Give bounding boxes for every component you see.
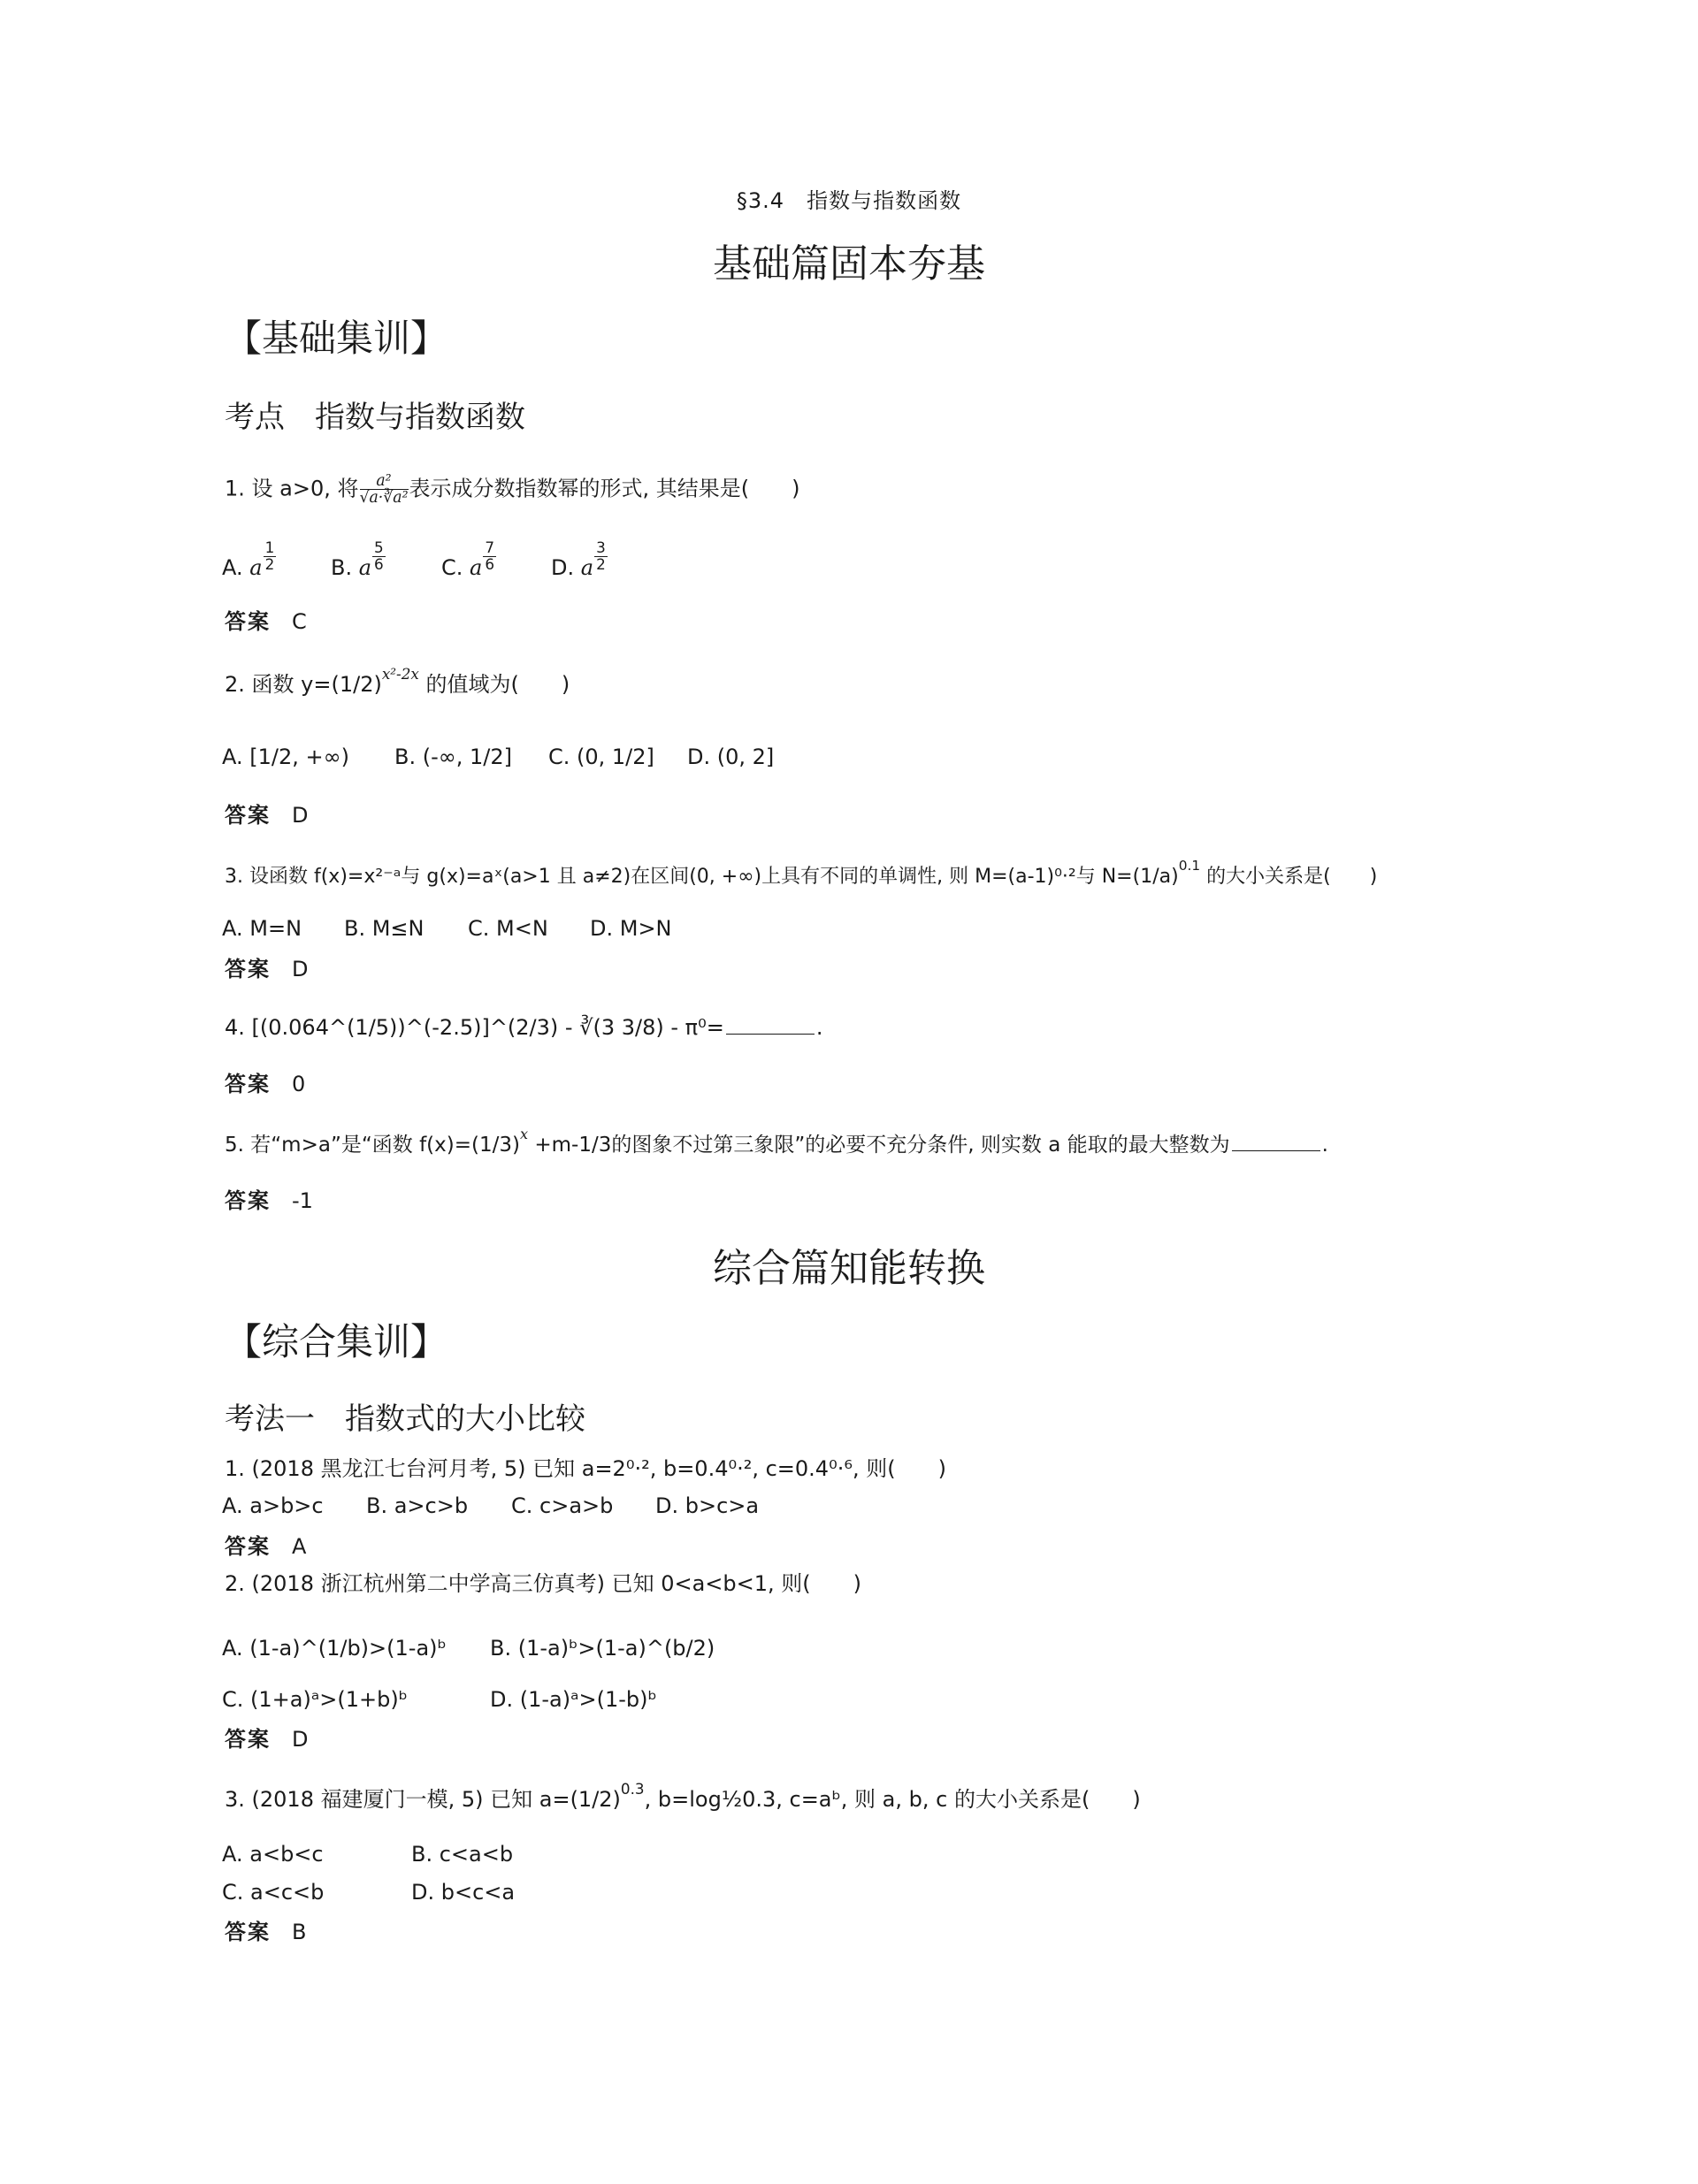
exponent: 0.1 bbox=[1178, 858, 1201, 874]
answer-label: 答案 bbox=[225, 1727, 271, 1752]
question-3 bbox=[225, 858, 1378, 892]
option-c[interactable]: C. (0, 1/2] bbox=[548, 745, 654, 769]
question-text: 的值域为( ) bbox=[425, 672, 570, 697]
question-text: 2. 函数 y= bbox=[225, 672, 332, 697]
base: a bbox=[358, 555, 372, 581]
answer-label: 答案 bbox=[225, 1188, 271, 1213]
answer-value: -1 bbox=[292, 1188, 313, 1213]
base: (1/2) bbox=[570, 1787, 621, 1812]
answer-value: D bbox=[292, 957, 309, 981]
answer-value: D bbox=[292, 1727, 309, 1752]
base: a bbox=[249, 555, 263, 581]
option-d[interactable]: D. (0, 2] bbox=[687, 745, 775, 769]
question-text: 3. (2018 福建厦门一模, 5) 已知 a= bbox=[225, 1787, 570, 1812]
question-5 bbox=[225, 1126, 1328, 1161]
answer-blank[interactable] bbox=[726, 1034, 815, 1035]
option-a[interactable]: A. a>b>c bbox=[222, 1493, 324, 1518]
base: (1/a) bbox=[1132, 866, 1179, 888]
answer-value: B bbox=[292, 1920, 307, 1944]
answer-5 bbox=[225, 1187, 313, 1215]
answer-2 bbox=[225, 801, 308, 829]
option-d[interactable]: D. M>N bbox=[590, 916, 672, 941]
option-a[interactable]: A. a<b<c bbox=[222, 1842, 324, 1867]
option-d[interactable] bbox=[551, 538, 608, 584]
question-text: 表示成分数指数幂的形式, 其结果是( ) bbox=[409, 476, 800, 501]
part1-title: 基础篇固本夯基 bbox=[713, 241, 985, 286]
option-d[interactable]: D. b<c<a bbox=[411, 1880, 516, 1905]
answer-label: 答案 bbox=[225, 1534, 271, 1559]
base: a bbox=[470, 555, 483, 581]
part1-topic-heading: 考点 指数与指数函数 bbox=[225, 400, 525, 435]
answer-label: 答案 bbox=[225, 609, 271, 634]
option-b[interactable]: B. (-∞, 1/2] bbox=[394, 745, 512, 769]
option-d[interactable]: D. b>c>a bbox=[655, 1493, 760, 1518]
answer-label: 答案 bbox=[225, 803, 271, 828]
base: (1/3) bbox=[471, 1134, 520, 1157]
option-b[interactable] bbox=[331, 538, 386, 584]
answer-blank[interactable] bbox=[1232, 1150, 1320, 1151]
numerator: 1 bbox=[264, 538, 275, 556]
question-1 bbox=[225, 473, 800, 506]
numerator: 5 bbox=[374, 538, 384, 556]
answer-1 bbox=[225, 607, 307, 636]
answer-value: D bbox=[292, 803, 309, 828]
part2-group-heading: 【综合集训】 bbox=[225, 1320, 448, 1363]
base: (1/2) bbox=[331, 672, 382, 697]
answer-4 bbox=[225, 1070, 305, 1098]
answer-value: A bbox=[292, 1534, 307, 1559]
denominator: 6 bbox=[485, 554, 495, 573]
question-text: 5. 若“m>a”是“函数 f(x)= bbox=[225, 1134, 472, 1157]
numerator: 3 bbox=[596, 538, 606, 556]
denominator: 6 bbox=[374, 554, 384, 573]
option-a[interactable]: A. (1-a)^(1/b)>(1-a)ᵇ bbox=[222, 1636, 447, 1661]
exponent: 0.3 bbox=[620, 1780, 645, 1798]
answer-label: 答案 bbox=[225, 1072, 271, 1096]
answer-3 bbox=[225, 1918, 306, 1946]
exponent bbox=[264, 540, 277, 572]
option-c[interactable]: C. a<c<b bbox=[222, 1880, 325, 1905]
denominator: 2 bbox=[596, 554, 606, 573]
option-c[interactable]: C. (1+a)ᵃ>(1+b)ᵇ bbox=[222, 1687, 408, 1712]
option-c[interactable]: C. M<N bbox=[468, 916, 548, 941]
question-3 bbox=[225, 1780, 1141, 1815]
exponent bbox=[372, 540, 386, 572]
answer-2 bbox=[225, 1725, 308, 1753]
answer-value: C bbox=[292, 609, 307, 634]
section-heading: §3.4 指数与指数函数 bbox=[736, 188, 962, 213]
numerator: 7 bbox=[485, 538, 495, 556]
question-2 bbox=[225, 665, 570, 700]
option-label: D. bbox=[551, 555, 575, 581]
option-b[interactable]: B. M≤N bbox=[344, 916, 424, 941]
fraction bbox=[360, 473, 409, 506]
part2-title: 综合篇知能转换 bbox=[713, 1246, 985, 1291]
option-label: A. bbox=[222, 555, 243, 581]
option-c[interactable] bbox=[441, 538, 497, 584]
answer-value: 0 bbox=[292, 1072, 306, 1096]
answer-3 bbox=[225, 955, 308, 983]
exponent bbox=[483, 540, 496, 572]
question-text: , b=log½0.3, c=aᵇ, 则 a, b, c 的大小关系是( ) bbox=[644, 1787, 1141, 1812]
option-b[interactable]: B. a>c>b bbox=[366, 1493, 469, 1518]
question-text: 4. [(0.064^(1/5))^(-2.5)]^(2/3) - ∛(3 3/8) - π⁰= bbox=[225, 1015, 724, 1040]
question-1: 1. (2018 黑龙江七台河月考, 5) 已知 a=2⁰·², b=0.4⁰·², c=0.4⁰·⁶, 则( ) bbox=[225, 1456, 946, 1481]
punctuation: . bbox=[1321, 1134, 1328, 1157]
option-d[interactable]: D. (1-a)ᵃ>(1-b)ᵇ bbox=[490, 1687, 657, 1712]
question-2: 2. (2018 浙江杭州第二中学高三仿真考) 已知 0<a<b<1, 则( ) bbox=[225, 1571, 862, 1596]
denominator: 2 bbox=[264, 554, 275, 573]
answer-label: 答案 bbox=[225, 957, 271, 981]
option-c[interactable]: C. c>a>b bbox=[511, 1493, 614, 1518]
answer-label: 答案 bbox=[225, 1920, 271, 1944]
option-b[interactable]: B. c<a<b bbox=[411, 1842, 514, 1867]
option-label: C. bbox=[441, 555, 463, 581]
question-text: 3. 设函数 f(x)=x²⁻ᵃ与 g(x)=aˣ(a>1 且 a≠2)在区间(0, +∞)上具有不同的单调性, 则 M=(a-1)⁰·²与 N= bbox=[225, 866, 1133, 888]
option-b[interactable]: B. (1-a)ᵇ>(1-a)^(b/2) bbox=[490, 1636, 715, 1661]
answer-1 bbox=[225, 1532, 306, 1561]
exponent: x²-2x bbox=[381, 665, 419, 683]
question-text: +m-1/3的图象不过第三象限”的必要不充分条件, 则实数 a 能取的最大整数为 bbox=[534, 1134, 1230, 1157]
exponent: x bbox=[519, 1126, 529, 1142]
option-a[interactable]: A. M=N bbox=[222, 916, 302, 941]
base: a bbox=[580, 555, 594, 581]
option-label: B. bbox=[331, 555, 353, 581]
punctuation: . bbox=[815, 1015, 823, 1040]
option-a[interactable]: A. [1/2, +∞) bbox=[222, 745, 349, 769]
numerator: a² bbox=[360, 473, 409, 490]
question-text: 1. 设 a>0, 将 bbox=[225, 476, 359, 501]
part2-topic-heading: 考法一 指数式的大小比较 bbox=[225, 1401, 585, 1437]
option-a[interactable] bbox=[222, 538, 277, 584]
part1-group-heading: 【基础集训】 bbox=[225, 317, 448, 360]
question-text: 的大小关系是( ) bbox=[1206, 866, 1378, 888]
question-4 bbox=[225, 1013, 822, 1042]
exponent bbox=[594, 540, 608, 572]
denominator: √a·∛a² bbox=[359, 489, 409, 508]
